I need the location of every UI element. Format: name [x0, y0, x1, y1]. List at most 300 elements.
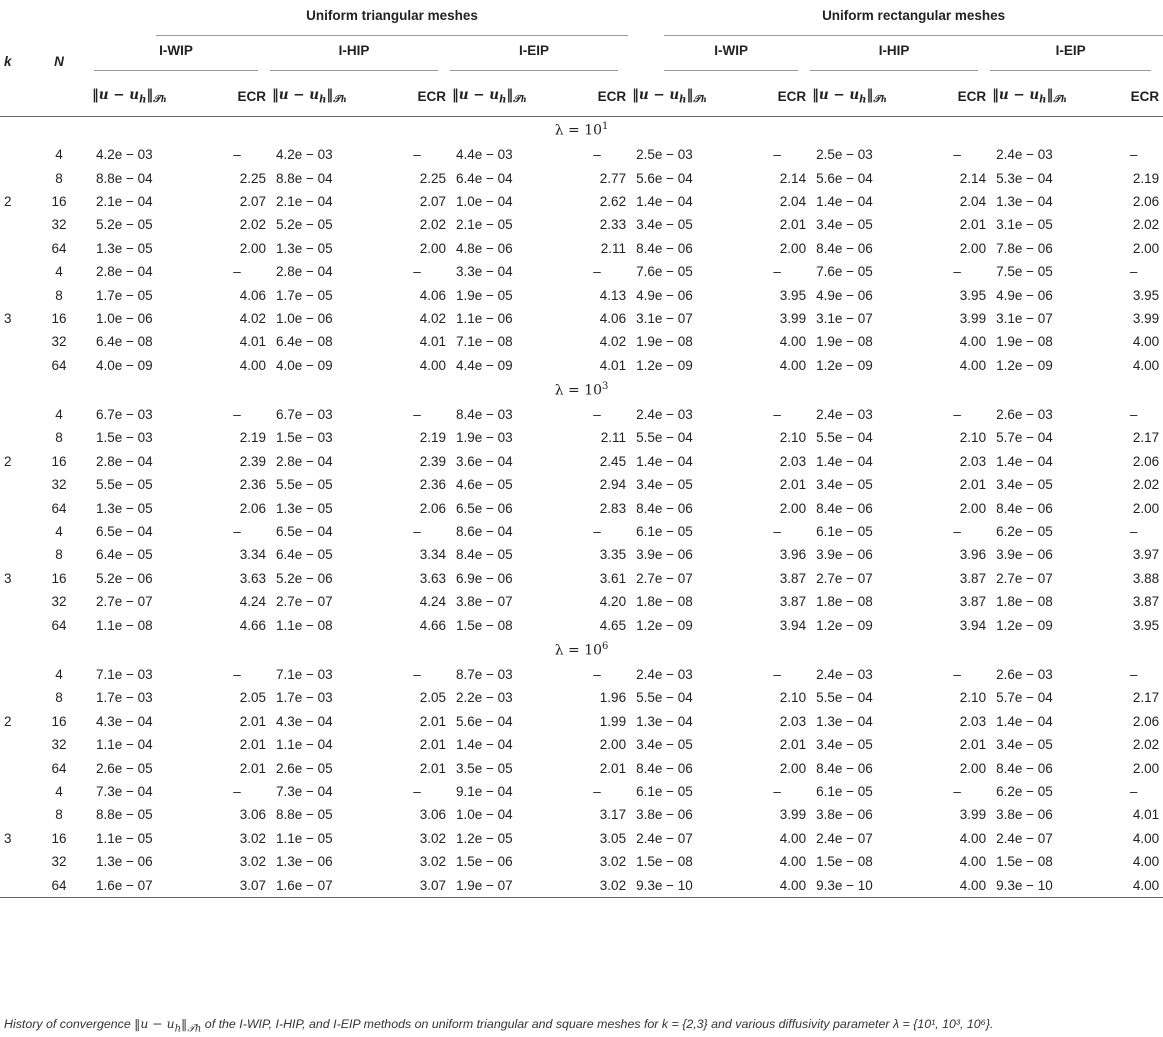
error-cell: 5.3e − 04	[996, 170, 1053, 186]
ecr-cell: 4.06	[239, 287, 266, 303]
ecr-cell: 4.02	[419, 310, 446, 326]
ecr-cell: 3.06	[419, 807, 446, 823]
ecr-cell: 4.00	[1132, 830, 1160, 846]
error-cell: 1.9e − 08	[636, 334, 693, 350]
error-cell: 2.7e − 07	[816, 570, 873, 586]
error-cell: 1.1e − 05	[96, 830, 153, 846]
error-cell: 2.2e − 03	[456, 690, 513, 706]
n-value: 4	[55, 783, 63, 799]
ecr-cell: 4.00	[959, 830, 987, 846]
ecr-cell: 2.01	[419, 760, 446, 776]
group-header-triangular	[90, 6, 630, 38]
ecr-cell: 4.01	[599, 357, 627, 373]
ecr-cell: 4.06	[599, 310, 627, 326]
error-norm-header: ‖u − $u_h‖_{𝒯h}$	[90, 76, 208, 117]
ecr-cell: 2.25	[239, 170, 266, 186]
method-header	[990, 38, 1163, 76]
error-cell: 7.3e − 04	[276, 783, 333, 799]
error-cell: 6.5e − 04	[276, 524, 333, 540]
error-cell: 1.9e − 03	[456, 430, 513, 446]
ecr-cell: –	[413, 147, 421, 163]
ecr-cell: 3.07	[388, 873, 450, 897]
error-cell: 2.4e − 07	[996, 830, 1053, 846]
error-cell: 9.3e − 10	[990, 873, 1108, 897]
error-cell: 2.7e − 07	[96, 594, 153, 610]
error-cell: 1.4e − 04	[996, 453, 1053, 469]
lambda-label: λ = 10	[554, 642, 603, 659]
table-row	[0, 403, 1163, 426]
lambda-section-header	[0, 117, 1163, 144]
ecr-cell: 4.00	[779, 830, 807, 846]
k-value: 2	[4, 713, 12, 729]
ecr-cell: 2.02	[1132, 217, 1160, 233]
error-cell: 1.3e − 05	[276, 500, 333, 516]
ecr-cell: 3.17	[599, 807, 627, 823]
ecr-cell: 3.34	[419, 547, 446, 563]
error-cell: 6.9e − 06	[456, 570, 513, 586]
ecr-cell: 3.61	[599, 570, 627, 586]
error-cell: 8.8e − 04	[96, 170, 153, 186]
ecr-cell: 2.06	[419, 500, 446, 516]
ecr-cell: 2.01	[599, 760, 627, 776]
ecr-cell: 4.00	[779, 334, 807, 350]
ecr-cell: –	[413, 783, 421, 799]
ecr-cell: 4.00	[748, 873, 810, 897]
ecr-cell: 4.00	[419, 357, 446, 373]
ecr-cell: 2.00	[959, 240, 987, 256]
error-cell: 2.8e − 04	[276, 453, 333, 469]
ecr-cell: 4.00	[959, 854, 987, 870]
ecr-cell: 3.06	[239, 807, 266, 823]
error-cell: 1.9e − 07	[450, 873, 568, 897]
error-cell: 3.4e − 05	[636, 477, 693, 493]
ecr-cell: 2.01	[779, 217, 807, 233]
ecr-cell: –	[593, 667, 601, 682]
error-cell: 7.1e − 08	[456, 334, 513, 350]
ecr-cell: 2.07	[239, 193, 266, 209]
ecr-cell: –	[593, 524, 601, 540]
error-cell: 1.5e − 03	[276, 430, 333, 446]
error-cell: 1.6e − 07	[90, 873, 208, 897]
error-cell: 7.1e − 03	[96, 667, 153, 682]
ecr-cell: –	[1129, 264, 1138, 280]
error-cell: 1.2e − 09	[816, 617, 873, 633]
lambda-exponent: 3	[602, 381, 609, 393]
ecr-cell: 2.05	[419, 690, 446, 706]
ecr-cell: 2.01	[959, 477, 987, 493]
ecr-cell: –	[953, 407, 961, 423]
ecr-cell: 3.02	[568, 873, 630, 897]
ecr-cell: 2.01	[239, 760, 266, 776]
table-row	[0, 850, 1163, 873]
error-cell: 3.6e − 04	[456, 453, 513, 469]
ecr-cell: 4.20	[599, 594, 627, 610]
ecr-cell: 3.95	[1132, 617, 1160, 633]
ecr-cell: –	[953, 147, 961, 163]
error-cell: 4.6e − 05	[456, 477, 513, 493]
method-header	[90, 38, 270, 76]
ecr-cell: 2.36	[239, 477, 266, 493]
ecr-cell: 2.06	[239, 500, 266, 516]
error-cell: 6.4e − 05	[276, 547, 333, 563]
ecr-cell: 2.06	[1132, 453, 1160, 469]
group-label: Uniform rectangular meshes	[664, 8, 1163, 36]
error-norm-header: ‖u − $u_h‖_{𝒯h}$	[990, 76, 1108, 117]
lambda-label: λ = 10	[554, 382, 603, 399]
error-cell: 8.4e − 06	[996, 500, 1053, 516]
ecr-cell: 2.11	[600, 240, 627, 256]
n-value: 32	[51, 334, 67, 350]
error-cell: 1.3e − 06	[96, 854, 153, 870]
error-cell: 1.3e − 06	[276, 854, 333, 870]
ecr-cell: 4.02	[239, 310, 266, 326]
error-cell: 1.2e − 09	[996, 357, 1053, 373]
ecr-header: ECR	[748, 76, 810, 117]
ecr-cell: 2.00	[779, 500, 807, 516]
error-cell: 3.1e − 07	[996, 310, 1053, 326]
ecr-cell: 3.88	[1132, 570, 1160, 586]
ecr-cell: 2.11	[600, 430, 627, 446]
ecr-cell: –	[593, 264, 601, 280]
n-value: 4	[55, 407, 63, 423]
error-norm-header: ‖u − $u_h‖_{𝒯h}$	[270, 76, 388, 117]
error-cell: 8.4e − 06	[636, 240, 693, 256]
method-header	[450, 38, 630, 76]
ecr-cell: 2.17	[1132, 430, 1160, 446]
error-cell: 6.2e − 05	[996, 524, 1053, 540]
error-cell: 3.4e − 05	[996, 477, 1053, 493]
ecr-cell: –	[953, 524, 961, 540]
ecr-cell: 4.24	[239, 594, 266, 610]
ecr-cell: 2.19	[419, 430, 446, 446]
error-cell: 1.5e − 08	[456, 617, 513, 633]
error-cell: 5.5e − 05	[96, 477, 153, 493]
error-cell: 3.1e − 07	[636, 310, 693, 326]
table-row	[0, 803, 1163, 826]
ecr-cell: 2.01	[779, 737, 807, 753]
n-value: 8	[55, 807, 63, 823]
error-cell: 5.5e − 04	[816, 690, 873, 706]
error-cell: 6.4e − 05	[96, 547, 153, 563]
ecr-cell: 2.06	[1132, 713, 1160, 729]
ecr-cell: 4.02	[599, 334, 627, 350]
n-value: 64	[51, 240, 67, 256]
ecr-cell: 2.25	[419, 170, 446, 186]
error-cell: 2.1e − 04	[96, 193, 153, 209]
error-cell: 1.7e − 03	[276, 690, 333, 706]
table-row	[0, 473, 1163, 496]
lambda-exponent: 1	[602, 121, 609, 133]
n-value: 64	[51, 500, 67, 516]
error-cell: 1.7e − 05	[96, 287, 153, 303]
error-cell: 6.1e − 05	[816, 524, 873, 540]
ecr-cell: 2.03	[779, 453, 807, 469]
ecr-cell: 4.01	[419, 334, 446, 350]
error-cell: 2.6e − 05	[96, 760, 153, 776]
error-norm-header: ‖u − $u_h‖_{𝒯h}$	[810, 76, 928, 117]
method-label: I-EIP	[450, 43, 618, 71]
error-cell: 1.3e − 05	[96, 500, 153, 516]
ecr-cell: 4.13	[599, 287, 627, 303]
n-value: 64	[28, 873, 90, 897]
error-cell: 5.5e − 04	[636, 430, 693, 446]
error-cell: 1.9e − 05	[456, 287, 513, 303]
error-norm-header: ‖u − $u_h‖_{𝒯h}$	[630, 76, 748, 117]
error-cell: 1.3e − 04	[636, 713, 693, 729]
ecr-cell: –	[233, 264, 241, 280]
error-cell: 7.6e − 05	[816, 264, 873, 280]
n-value: 64	[51, 760, 67, 776]
table-row	[0, 307, 1163, 330]
error-cell: 6.5e − 04	[96, 524, 153, 540]
error-cell: 2.8e − 04	[96, 453, 153, 469]
k-value: 2	[4, 453, 12, 469]
n-value: 64	[51, 357, 67, 373]
method-label: I-EIP	[990, 43, 1151, 71]
error-cell: 3.3e − 04	[456, 264, 513, 280]
error-cell: 2.4e − 03	[996, 147, 1053, 163]
error-cell: 2.4e − 03	[816, 407, 873, 423]
ecr-cell: –	[773, 667, 781, 682]
error-cell: 2.4e − 03	[636, 667, 693, 682]
method-label: I-HIP	[270, 43, 438, 71]
error-cell: 1.8e − 08	[636, 594, 693, 610]
ecr-cell: 4.00	[239, 357, 266, 373]
ecr-cell: 3.87	[1132, 594, 1160, 610]
table-row	[0, 213, 1163, 236]
ecr-cell: 4.00	[959, 334, 987, 350]
n-value: 32	[51, 217, 67, 233]
method-label: I-HIP	[810, 43, 978, 71]
table-row	[0, 354, 1163, 377]
ecr-cell: 2.00	[779, 240, 807, 256]
error-cell: 1.5e − 08	[816, 854, 873, 870]
error-cell: 8.4e − 03	[456, 407, 513, 423]
table-row	[0, 426, 1163, 449]
ecr-cell: 4.00	[1132, 334, 1160, 350]
ecr-cell: 4.00	[928, 873, 990, 897]
ecr-cell: –	[233, 147, 241, 163]
table-row	[0, 613, 1163, 636]
error-cell: 7.3e − 04	[96, 783, 153, 799]
n-value: 32	[51, 737, 67, 753]
n-value: 8	[55, 430, 63, 446]
n-value: 4	[55, 147, 63, 163]
ecr-cell: 2.01	[959, 217, 987, 233]
table-row	[0, 873, 1163, 897]
ecr-cell: 2.33	[599, 217, 627, 233]
ecr-cell: 2.14	[959, 170, 987, 186]
ecr-cell: 3.07	[208, 873, 270, 897]
ecr-cell: 3.63	[239, 570, 266, 586]
lambda-exponent: 6	[602, 640, 609, 652]
error-cell: 1.5e − 06	[456, 854, 513, 870]
ecr-cell: 2.83	[599, 500, 627, 516]
error-cell: 3.4e − 05	[816, 737, 873, 753]
ecr-cell: –	[593, 783, 601, 799]
ecr-cell: 3.99	[959, 310, 987, 326]
ecr-cell: 1.96	[599, 690, 627, 706]
ecr-cell: 3.02	[239, 830, 266, 846]
ecr-cell: 3.94	[959, 617, 987, 633]
error-cell: 1.8e − 08	[816, 594, 873, 610]
error-cell: 8.4e − 06	[816, 760, 873, 776]
error-cell: 1.0e − 04	[456, 807, 513, 823]
ecr-cell: 2.01	[239, 713, 266, 729]
n-value: 32	[51, 477, 67, 493]
ecr-cell: –	[773, 524, 781, 540]
n-value: 32	[51, 594, 67, 610]
ecr-cell: 3.35	[599, 547, 627, 563]
error-cell: 6.2e − 05	[996, 783, 1053, 799]
ecr-cell: 2.01	[419, 737, 446, 753]
ecr-header: ECR	[928, 76, 990, 117]
ecr-cell: –	[1129, 667, 1138, 682]
error-cell: 5.6e − 04	[636, 170, 693, 186]
error-cell: 5.5e − 04	[816, 430, 873, 446]
ecr-cell: –	[1129, 783, 1138, 799]
error-cell: 8.8e − 05	[276, 807, 333, 823]
ecr-cell: –	[1129, 147, 1138, 163]
error-cell: 1.1e − 05	[276, 830, 333, 846]
error-cell: 2.4e − 03	[636, 407, 693, 423]
error-cell: 4.4e − 03	[456, 147, 513, 163]
ecr-cell: 3.94	[779, 617, 807, 633]
ecr-cell: 1.99	[599, 713, 627, 729]
lambda-section-header	[0, 637, 1163, 663]
ecr-header: ECR	[208, 76, 270, 117]
table-row	[0, 756, 1163, 779]
ecr-cell: 2.00	[419, 240, 446, 256]
method-header	[630, 38, 810, 76]
error-cell: 1.3e − 04	[816, 713, 873, 729]
ecr-cell: 3.05	[599, 830, 627, 846]
table-row	[0, 166, 1163, 189]
error-cell: 2.8e − 04	[276, 264, 333, 280]
n-value: 8	[55, 547, 63, 563]
error-cell: 1.0e − 04	[456, 193, 513, 209]
error-cell: 6.5e − 06	[456, 500, 513, 516]
error-cell: 3.5e − 05	[456, 760, 513, 776]
lambda-section-header	[0, 377, 1163, 403]
error-cell: 3.8e − 06	[636, 807, 693, 823]
error-cell: 1.4e − 04	[816, 453, 873, 469]
ecr-cell: 2.00	[599, 737, 627, 753]
error-cell: 1.5e − 03	[96, 430, 153, 446]
error-cell: 2.5e − 03	[816, 147, 873, 163]
error-cell: 8.4e − 06	[816, 500, 873, 516]
error-cell: 1.2e − 09	[636, 617, 693, 633]
ecr-cell: 2.02	[419, 217, 446, 233]
ecr-cell: 2.04	[779, 193, 807, 209]
ecr-cell: 3.02	[419, 854, 446, 870]
lambda-label: λ = 10	[554, 122, 603, 139]
error-cell: 2.8e − 04	[96, 264, 153, 280]
ecr-cell: 2.07	[419, 193, 446, 209]
ecr-cell: –	[233, 407, 241, 423]
table-header	[0, 6, 1163, 117]
ecr-cell: –	[773, 264, 781, 280]
ecr-cell: 2.00	[959, 760, 987, 776]
error-cell: 1.4e − 04	[996, 713, 1053, 729]
ecr-cell: 3.99	[779, 807, 807, 823]
k-value: 3	[4, 570, 12, 586]
error-cell: 4.9e − 06	[996, 287, 1053, 303]
ecr-cell: –	[1129, 407, 1138, 423]
error-cell: 1.4e − 04	[636, 453, 693, 469]
table-row	[0, 190, 1163, 213]
error-cell: 4.2e − 03	[96, 147, 153, 163]
table-row	[0, 330, 1163, 353]
error-cell: 5.2e − 06	[276, 570, 333, 586]
ecr-cell: 3.34	[239, 547, 266, 563]
ecr-cell: –	[233, 667, 241, 682]
ecr-cell: –	[773, 407, 781, 423]
ecr-cell: –	[773, 783, 781, 799]
ecr-cell: 2.00	[959, 500, 987, 516]
error-cell: 1.9e − 08	[816, 334, 873, 350]
error-cell: 9.3e − 10	[810, 873, 928, 897]
error-cell: 2.7e − 07	[996, 570, 1053, 586]
ecr-cell: 2.00	[779, 760, 807, 776]
error-cell: 4.2e − 03	[276, 147, 333, 163]
ecr-cell: 3.95	[959, 287, 987, 303]
ecr-cell: 3.95	[1132, 287, 1160, 303]
table-row	[0, 780, 1163, 803]
table-row	[0, 686, 1163, 709]
error-cell: 5.7e − 04	[996, 430, 1053, 446]
error-cell: 4.0e − 09	[96, 357, 153, 373]
error-cell: 4.9e − 06	[816, 287, 873, 303]
error-cell: 6.4e − 08	[96, 334, 153, 350]
ecr-cell: 2.10	[959, 690, 987, 706]
ecr-cell: 2.14	[779, 170, 807, 186]
ecr-cell: 3.97	[1132, 547, 1160, 563]
ecr-cell: 2.45	[599, 453, 627, 469]
ecr-cell: 4.00	[1132, 357, 1160, 373]
ecr-cell: –	[413, 407, 421, 423]
ecr-cell: 2.02	[1132, 737, 1160, 753]
error-cell: 8.8e − 05	[96, 807, 153, 823]
ecr-cell: –	[233, 783, 241, 799]
ecr-cell: 4.01	[1132, 807, 1160, 823]
error-cell: 3.9e − 06	[636, 547, 693, 563]
error-cell: 1.1e − 06	[456, 310, 513, 326]
n-value: 16	[51, 193, 67, 209]
ecr-cell: –	[773, 147, 781, 163]
n-value: 4	[55, 264, 63, 280]
error-cell: 3.1e − 07	[816, 310, 873, 326]
table-caption	[4, 1016, 1139, 1034]
error-cell: 5.5e − 04	[636, 690, 693, 706]
table-row	[0, 237, 1163, 260]
table-body	[0, 117, 1163, 898]
ecr-cell: –	[593, 147, 601, 163]
ecr-cell: 3.87	[959, 570, 987, 586]
ecr-cell: –	[1129, 524, 1138, 540]
ecr-cell: 2.00	[1132, 240, 1160, 256]
error-norm-header: ‖u − $u_h‖_{𝒯h}$	[450, 76, 568, 117]
n-value: 8	[55, 170, 63, 186]
error-cell: 3.4e − 05	[816, 217, 873, 233]
error-cell: 1.1e − 08	[96, 617, 153, 633]
error-cell: 1.4e − 04	[816, 193, 873, 209]
error-cell: 3.9e − 06	[996, 547, 1053, 563]
ecr-cell: 2.02	[239, 217, 266, 233]
n-value: 64	[51, 617, 67, 633]
ecr-cell: 3.87	[779, 570, 807, 586]
ecr-cell: 3.99	[779, 310, 807, 326]
